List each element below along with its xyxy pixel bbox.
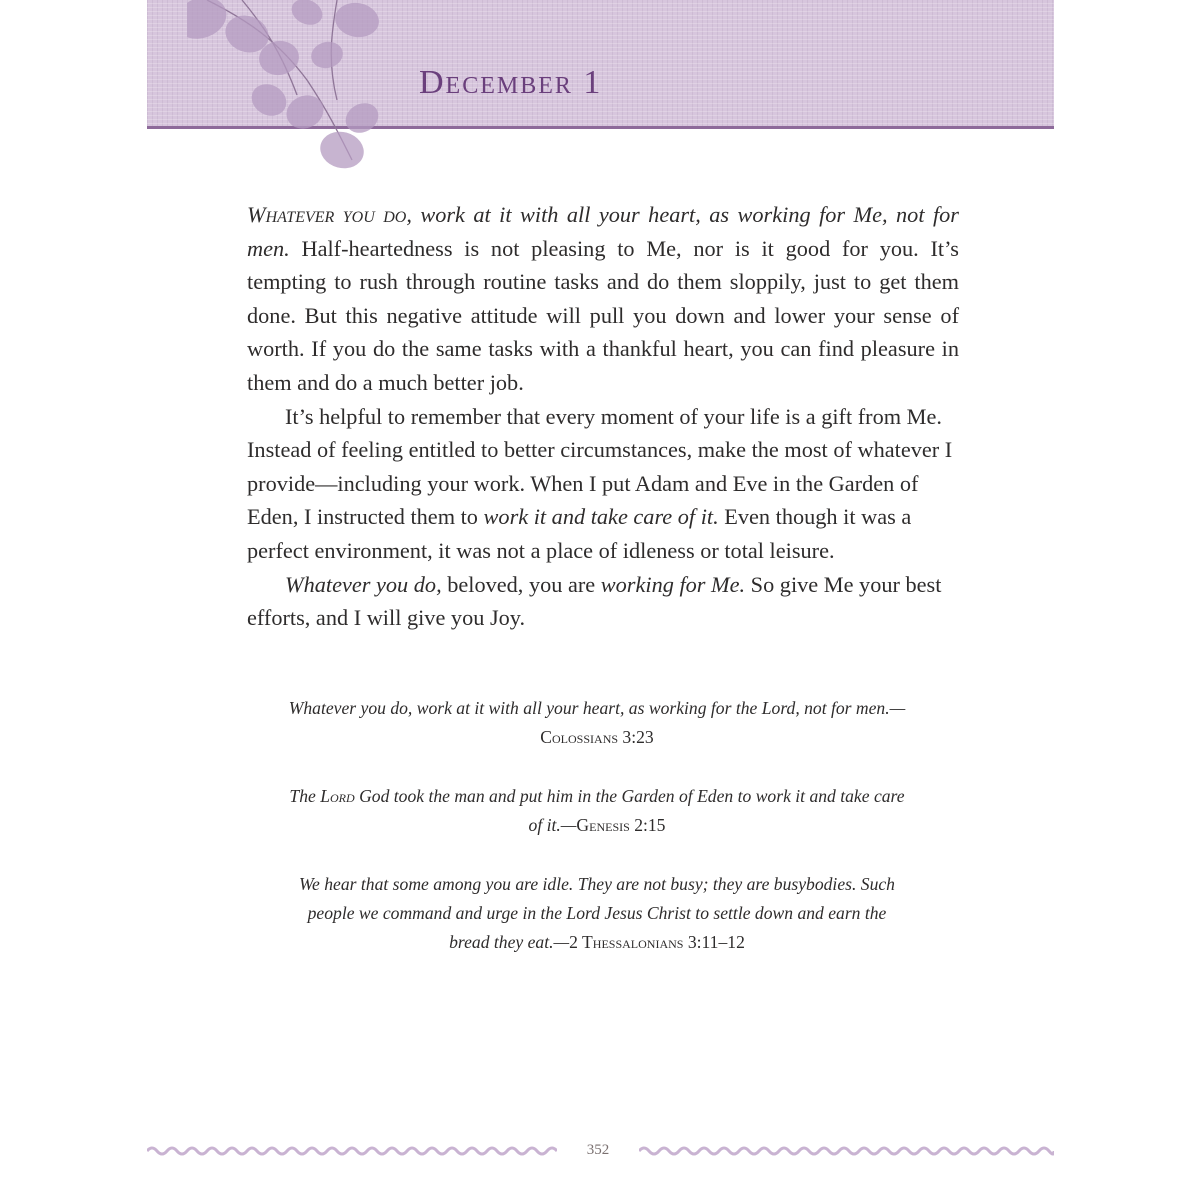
- paragraph-3-text-a: beloved, you are: [441, 571, 601, 597]
- wave-ornament-right: [639, 1144, 1054, 1158]
- verse-text: Whatever you do, work at it with all your heart, as working for the Lord, not for men.—: [288, 698, 906, 718]
- paragraph-3-quote-b: working for Me.: [600, 571, 746, 597]
- page-footer: [147, 1140, 1054, 1164]
- verse-reference: Genesis 2:15: [576, 815, 666, 835]
- paragraph-3-quote-a: Whatever you do,: [285, 571, 442, 597]
- paragraph-3-text-b: So give Me your best efforts, and I will give you Joy.: [247, 571, 942, 631]
- book-page: [147, 0, 1054, 1200]
- verse-text: We hear that some among you are idle. They are not busy; they are busybodies. Such people we command and urge in the Lord Jesus Christ to settle down and earn the bread they eat.—: [299, 874, 895, 952]
- paragraph-3: [247, 568, 959, 635]
- verse-text: The: [289, 786, 321, 806]
- paragraph-1-text: Half-heartedness is not pleasing to Me, nor is it good for you. It’s tempting to rush through routine tasks and do them sloppily, just to get them done. But this negative attitude will pull you down and lower your sense of worth. If you do the same tasks with a thankful heart, you can find pleasure in them and do a much better job.: [247, 235, 959, 395]
- devotional-body: [247, 198, 959, 635]
- verse-genesis: [287, 782, 907, 840]
- scripture-references: [287, 694, 907, 987]
- lead-quote: work at it with all your heart, as working for Me, not for men.: [247, 202, 959, 261]
- page-number: 352: [586, 1142, 610, 1158]
- eucalyptus-leaves-illustration: [187, 0, 387, 185]
- verse-reference: 2 Thessalonians 3:11–12: [569, 932, 745, 952]
- page-title: December 1: [419, 64, 603, 101]
- paragraph-2-text-b: Even though it was a perfect environment, it was not a place of idleness or total leisure.: [247, 504, 912, 563]
- wave-ornament-left: [147, 1144, 557, 1158]
- lead-words: Whatever you do,: [247, 202, 412, 227]
- paragraph-2: [247, 400, 959, 568]
- verse-text: God took the man and put him in the Garden of Eden to work it and take care of it.—: [354, 786, 905, 835]
- verse-reference: Colossians 3:23: [540, 727, 654, 747]
- paragraph-2-text-a: It’s helpful to remember that every moment of your life is a gift from Me. Instead of feeling entitled to better circumstances, make the most of whatever I provide—including your work. When I put Adam and Eve in the Garden of Eden, I instructed them to: [247, 403, 953, 530]
- paragraph-2-quote: work it and take care of it.: [483, 504, 719, 530]
- verse-lord: Lord: [320, 786, 355, 806]
- verse-thessalonians: [287, 870, 907, 957]
- verse-colossians: [287, 694, 907, 752]
- paragraph-1: [247, 198, 959, 400]
